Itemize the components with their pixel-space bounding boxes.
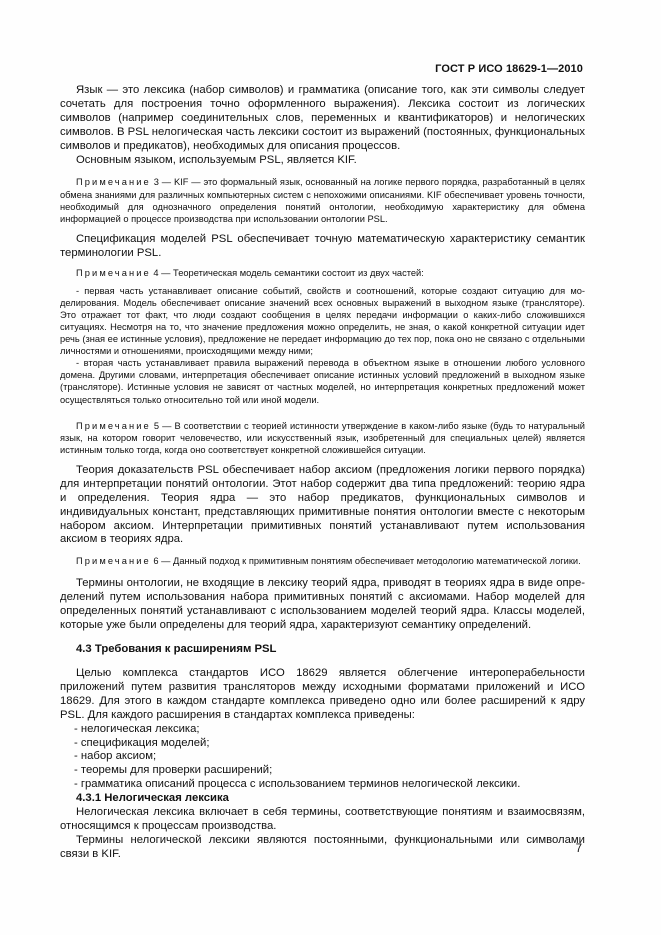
note-number: 4 — [153,267,174,278]
paragraph-proof-theory: Теория доказательств PSL обеспечивает набор аксиом (предложения логики первого порядка) для интерпретации понятий онтологии. Этот набор содержит два типа предложений: теорию ядра и определения. Теория ядра — это набор предикатов, функциональных символов и индивидуальных констант, представляющих примитивные понятия онтологии вместе с некоторым набором аксиом. Интерпретации примитивных понятий устанавливают путем использования аксиом в теориях ядра. [60,463,585,546]
list-item: - грамматика описаний процесса с использованием терминов нелогической лексики. [74,778,521,791]
section-heading-4-3: 4.3 Требования к расширениям PSL [76,643,277,656]
paragraph-kif: Основным языком, используемым PSL, является KIF. [76,153,357,166]
note-text: Теоретическая модель семантики состоит из двух частей: [173,267,424,278]
paragraph-language: Язык — это лексика (набор символов) и грамматика (описание того, как эти символы следует сочетать для построения точно оформленного выражения). Лексика состоит из логических символов (например соединительных слов, переменных и квантификаторов) и нелогических символов. В PSL нелогическая часть лексики состоит из выражений (постоянных, функциональных символов и предикатов), необходимых для описания процессов. [60,84,585,152]
paragraph-nonlogical-lexicon: Нелогическая лексика включает в себя термины, соответствующие понятиям и взаимосвязям, относящимся к процессам производства. [60,806,585,832]
note-6 [60,555,585,567]
note-label: Примечание [76,177,151,188]
paragraph-ontology-terms: Термины онтологии, не входящие в лексику теорий ядра, приводят в теориях ядра в виде определений путем использования набора примитивных понятий с аксиомами. Набор моделей для определенных понятий устанавливают с использованием моделей теорий ядра. Классы моделей, которые уже были определены для теорий ядра, характеризуют семантику определений. [60,577,585,632]
paragraph-iso-goal: Целью комплекса стандартов ИСО 18629 является облегчение интероперабельности приложений путем развития трансляторов между исходными форматами приложений и ИСО 18629. Для этого в каждом стандарте комплекса приведено одно или более расширений к ядру PSL. Для каждого расширения в стандартах комплекса приведены: [60,667,585,721]
document-header: ГОСТ Р ИСО 18629-1—2010 [435,63,583,75]
note-number: 3 — [153,177,174,188]
page-number: 7 [575,843,582,855]
note-4-part-two: - вторая часть устанавливает правила выражений перевода в объектном языке в отношении любого условного домена. Другими словами, интерпретация обеспечивает описание истинных условий предложений в выходном языке (трансляторе). Истинные условия не зависят от частных моделей, но интерпретация конкретных предложений может осуществляться только относительно той или иной модели. [60,358,585,405]
paragraph-model-spec: Спецификация моделей PSL обеспечивает точную математическую характеристику семантик терминологии PSL. [60,232,585,259]
note-5 [60,420,585,456]
extension-list [60,723,585,793]
note-4-part-one: - первая часть устанавливает описание событий, свойств и соотношений, которые создают ситуацию для моделирования. Модель обеспечивает описание значений всех основных выражений в выходном языке (трансляторе). Это отражает тот факт, что люди создают сообщения в целях передачи информации о каких-либо сложившихся ситуациях. Несмотря на то, что значение предложения можно определить, не зная, о какой конкретной ситуации идет речь (зная ее истинные условия), предложение не передает информацию до тех пор, пока оно не связано с отдельными личностями и отношениями, происходящими между ними; [60,285,585,357]
paragraph-nonlogical-terms: Термины нелогической лексики являются постоянными, функциональными или символами связи в KIF. [60,833,585,860]
note-text: В соответствии с теорией истинности утверждение в каком-либо языке (будь то натуральный язык, на котором говорит человечество, или искусственный язык, изобретенный для специальных целей) является истинным только тогда, когда оно соответствует конкретной сложившейся ситуации. [60,420,585,455]
note-text: Данный подход к примитивным понятиям обеспечивает методологию математической логики. [173,556,581,567]
note-label: Примечание [76,420,151,431]
list-item: - теоремы для проверки расширений; [74,764,273,777]
note-number: 5 — [153,420,175,431]
document-body [60,84,585,862]
note-3 [60,176,585,224]
note-label: Примечание [76,267,151,278]
list-item: - набор аксиом; [74,750,157,763]
note-4 [60,267,585,279]
list-item: - спецификация моделей; [74,736,210,749]
list-item: - нелогическая лексика; [74,722,200,735]
note-number: 6 — [153,556,174,567]
section-heading-4-3-1: 4.3.1 Нелогическая лексика [76,792,229,805]
note-text: KIF — это формальный язык, основанный на логике первого порядка, разработанный в целях обмена знаниями для различных компьютерных систем с непохожими описаниями. KIF обеспечивает уровень точности, необходимый для однозначного определения понятий онтологии, необходимую характеристику для обмена информацией о процессе производства при использовании онтологии PSL. [60,177,585,224]
note-label: Примечание [76,556,151,567]
